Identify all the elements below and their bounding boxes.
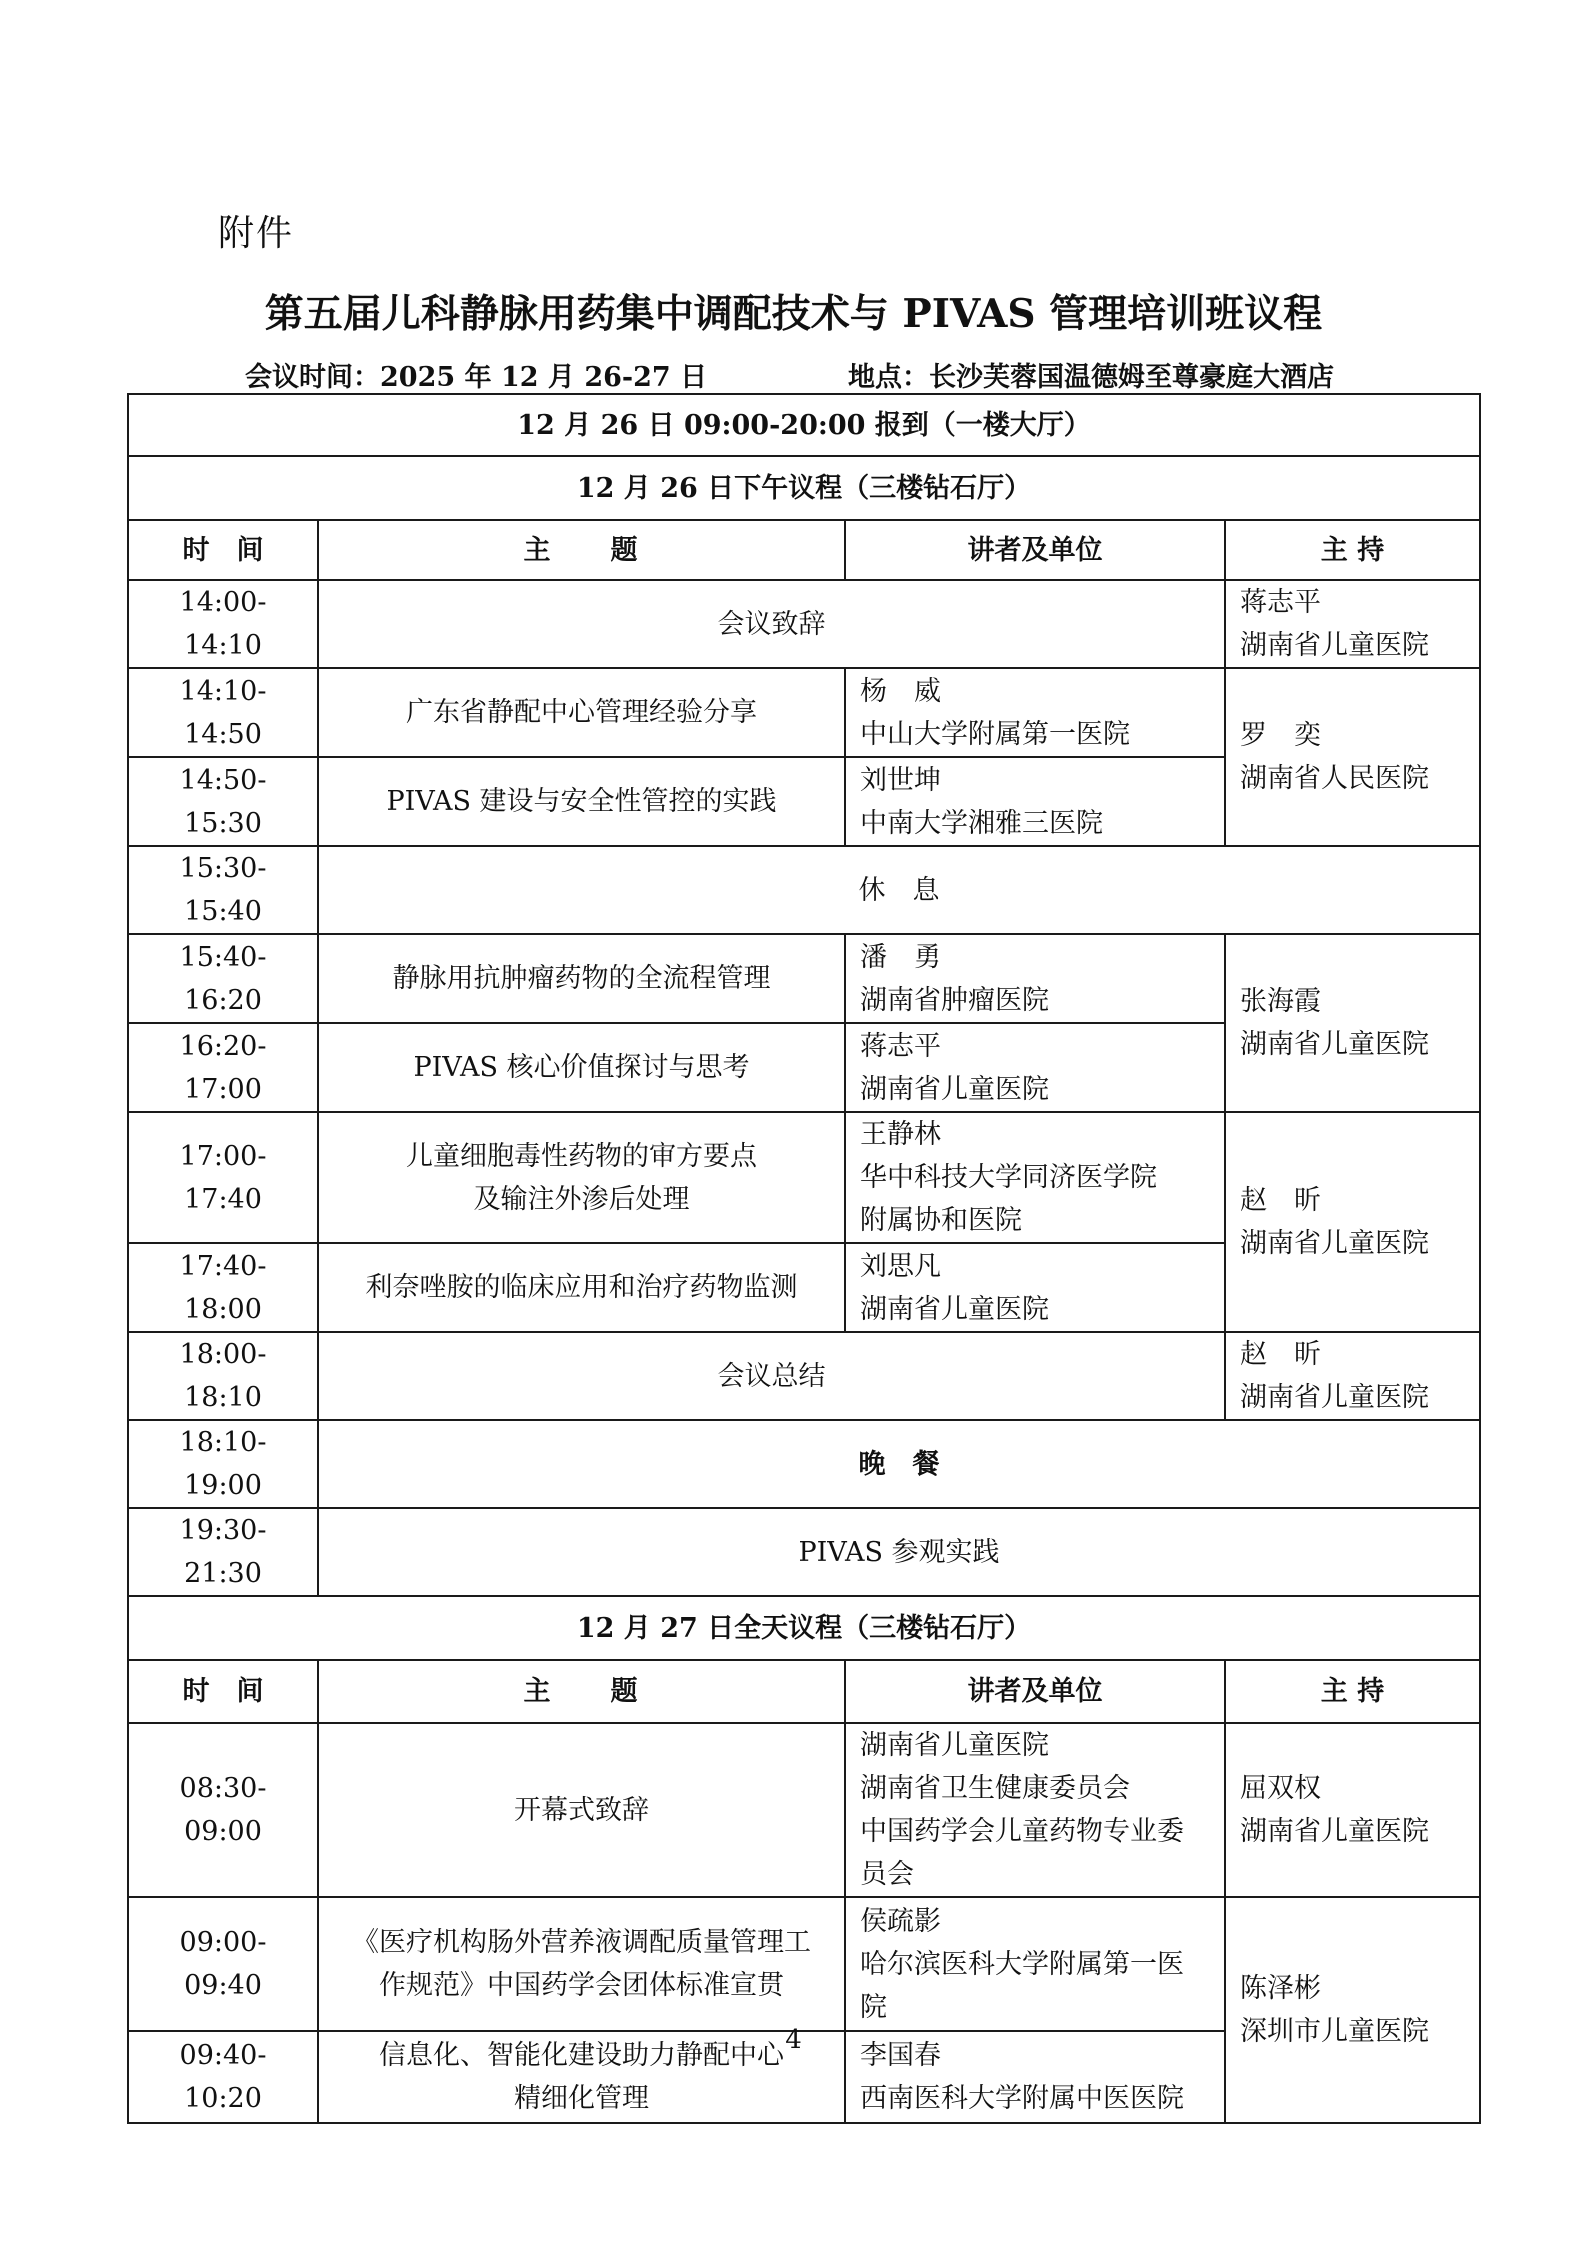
speaker-name: 杨 威 [860, 675, 941, 707]
host-unit: 湖南省儿童医院 [1240, 630, 1429, 661]
host-cell [1225, 1112, 1480, 1332]
time-cell: 14:50-15:30 [128, 757, 318, 846]
topic-cell: 开幕式致辞 [318, 1723, 845, 1897]
time-cell: 18:10-19:00 [128, 1420, 318, 1508]
table-row [128, 1112, 1480, 1243]
time-cell: 09:40-10:20 [128, 2031, 318, 2123]
time-cell: 16:20-17:00 [128, 1023, 318, 1112]
header-speaker: 讲者及单位 [845, 520, 1225, 580]
registration-row [128, 394, 1480, 456]
header-time: 时 间 [128, 1660, 318, 1723]
host-unit: 湖南省儿童医院 [1240, 1816, 1429, 1847]
host-cell [1225, 934, 1480, 1112]
speaker-cell [845, 668, 1225, 757]
speaker-unit: 西南医科大学附属中医医院 [860, 2083, 1184, 2114]
host-unit: 深圳市儿童医院 [1240, 2016, 1429, 2047]
table-row [128, 1332, 1480, 1420]
host-name: 赵 昕 [1240, 1339, 1321, 1370]
speaker-name: 侯疏影 [860, 1905, 941, 1937]
attachment-label: 附件 [218, 213, 295, 254]
time-cell: 14:00-14:10 [128, 580, 318, 668]
speaker-name: 李国春 [860, 2040, 941, 2071]
host-cell [1225, 668, 1480, 846]
time-cell: 15:40-16:20 [128, 934, 318, 1023]
speaker-unit: 院 [860, 1991, 887, 2023]
meeting-time: 会议时间：2025 年 12 月 26-27 日 [245, 362, 708, 393]
document-title: 第五届儿科静脉用药集中调配技术与 PIVAS 管理培训班议程 [264, 291, 1323, 337]
speaker-unit: 湖南省儿童医院 [860, 1073, 1049, 1105]
host-name: 罗 奕 [1240, 720, 1321, 751]
session-header-row [128, 1596, 1480, 1660]
topic-line: 及输注外渗后处理 [473, 1183, 690, 1215]
table-row [128, 846, 1480, 934]
table-row [128, 668, 1480, 757]
table-row [128, 1508, 1480, 1596]
topic-line: 精细化管理 [514, 2083, 649, 2114]
topic-cell [318, 1897, 845, 2031]
meeting-place: 地点：长沙芙蓉国温德姆至尊豪庭大酒店 [848, 362, 1334, 393]
time-cell: 14:10-14:50 [128, 668, 318, 757]
header-host: 主 持 [1225, 520, 1480, 580]
visit-cell: PIVAS 参观实践 [318, 1508, 1480, 1596]
speaker-unit: 中国药学会儿童药物专业委 [860, 1816, 1184, 1847]
speaker-cell [845, 1723, 1225, 1897]
table-header-row [128, 1660, 1480, 1723]
host-cell [1225, 1897, 1480, 2123]
topic-cell: 广东省静配中心管理经验分享 [318, 668, 845, 757]
speaker-unit: 湖南省卫生健康委员会 [860, 1773, 1130, 1804]
topic-cell [318, 1112, 845, 1243]
speaker-cell [845, 1112, 1225, 1243]
time-cell: 18:00-18:10 [128, 1332, 318, 1420]
host-unit: 湖南省儿童医院 [1240, 1029, 1429, 1060]
speaker-name: 刘世坤 [860, 764, 941, 796]
table-header-row [128, 520, 1480, 580]
time-cell: 17:40-18:00 [128, 1243, 318, 1332]
dinner-cell: 晚 餐 [318, 1420, 1480, 1508]
topic-line: 作规范》中国药学会团体标准宣贯 [379, 1970, 784, 2001]
table-row [128, 1723, 1480, 1897]
header-speaker: 讲者及单位 [845, 1660, 1225, 1723]
topic-cell: 静脉用抗肿瘤药物的全流程管理 [318, 934, 845, 1023]
registration-band: 12 月 26 日 09:00-20:00 报到（一楼大厅） [128, 394, 1480, 456]
speaker-name: 刘思凡 [860, 1250, 941, 1282]
topic-line: 儿童细胞毒性药物的审方要点 [406, 1140, 757, 1172]
topic-line: 《医疗机构肠外营养液调配质量管理工 [352, 1927, 811, 1958]
time-cell: 19:30-21:30 [128, 1508, 318, 1596]
host-cell [1225, 1723, 1480, 1897]
table-row [128, 934, 1480, 1023]
break-cell: 休 息 [318, 846, 1480, 934]
host-unit: 湖南省儿童医院 [1240, 1382, 1429, 1413]
speaker-unit: 华中科技大学同济医学院 [860, 1162, 1157, 1193]
speaker-cell [845, 1023, 1225, 1112]
time-cell: 17:00-17:40 [128, 1112, 318, 1243]
time-cell: 08:30-09:00 [128, 1723, 318, 1897]
table-row [128, 580, 1480, 668]
time-cell: 15:30-15:40 [128, 846, 318, 934]
topic-cell: 利奈唑胺的临床应用和治疗药物监测 [318, 1243, 845, 1332]
host-name: 屈双权 [1240, 1773, 1321, 1804]
table-row [128, 1420, 1480, 1508]
speaker-unit: 哈尔滨医科大学附属第一医 [860, 1948, 1184, 1980]
time-cell: 09:00-09:40 [128, 1897, 318, 2031]
speaker-unit: 附属协和医院 [860, 1205, 1022, 1236]
header-topic: 主 题 [318, 520, 845, 580]
header-host: 主 持 [1225, 1660, 1480, 1723]
speaker-name: 潘 勇 [860, 941, 941, 973]
speaker-unit: 员会 [860, 1859, 914, 1890]
day1-session-title: 12 月 26 日下午议程（三楼钻石厅） [128, 456, 1480, 520]
host-name: 陈泽彬 [1240, 1973, 1321, 2004]
host-name: 赵 昕 [1240, 1185, 1321, 1216]
topic-cell: 会议总结 [318, 1332, 1225, 1420]
speaker-unit: 湖南省肿瘤医院 [860, 984, 1049, 1016]
host-unit: 湖南省儿童医院 [1240, 1228, 1429, 1259]
speaker-cell [845, 757, 1225, 846]
speaker-unit: 湖南省儿童医院 [860, 1730, 1049, 1761]
topic-line: 信息化、智能化建设助力静配中心 [379, 2040, 784, 2071]
session-header-row [128, 456, 1480, 520]
host-name: 蒋志平 [1240, 587, 1321, 618]
day2-session-title: 12 月 27 日全天议程（三楼钻石厅） [128, 1596, 1480, 1660]
speaker-unit: 中山大学附属第一医院 [860, 718, 1130, 750]
host-name: 张海霞 [1240, 986, 1321, 1017]
topic-cell: PIVAS 核心价值探讨与思考 [318, 1023, 845, 1112]
header-time: 时 间 [128, 520, 318, 580]
speaker-unit: 中南大学湘雅三医院 [860, 807, 1103, 839]
page-number: 4 [785, 2025, 802, 2055]
host-cell [1225, 1332, 1480, 1420]
topic-cell: PIVAS 建设与安全性管控的实践 [318, 757, 845, 846]
speaker-name: 王静林 [860, 1119, 941, 1150]
speaker-unit: 湖南省儿童医院 [860, 1293, 1049, 1325]
host-cell [1225, 580, 1480, 668]
header-topic: 主 题 [318, 1660, 845, 1723]
host-unit: 湖南省人民医院 [1240, 763, 1429, 794]
speaker-name: 蒋志平 [860, 1030, 941, 1062]
speaker-cell [845, 1897, 1225, 2031]
agenda-table [127, 393, 1481, 2124]
table-row [128, 1897, 1480, 2031]
topic-cell: 会议致辞 [318, 580, 1225, 668]
speaker-cell [845, 934, 1225, 1023]
speaker-cell [845, 1243, 1225, 1332]
